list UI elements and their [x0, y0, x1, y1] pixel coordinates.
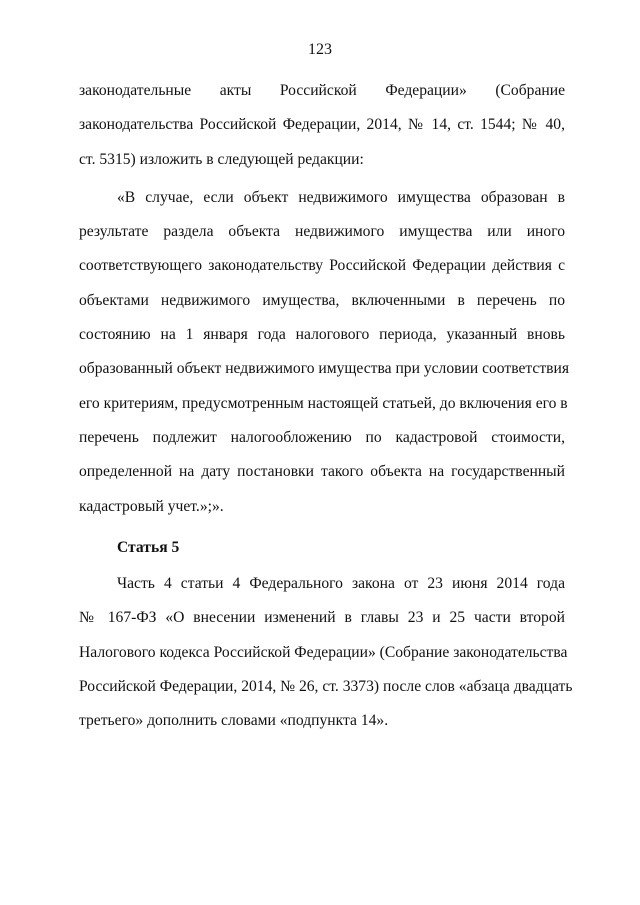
text-line: образованный объект недвижимого имущества при условии соответствия: [79, 360, 570, 378]
paragraph-continuation: [79, 74, 565, 177]
text-line: кадастровый учет.»;».: [79, 497, 224, 515]
text-line: Российской Федерации, 2014, № 26, ст. 3373) после слов «абзаца двадцать: [79, 678, 573, 696]
text-line: Часть 4 статьи 4 Федерального закона от 23 июня 2014 года: [117, 575, 565, 593]
text-line: объектами недвижимого имущества, включенными в перечень по: [79, 291, 565, 309]
article-5-text: [79, 567, 573, 738]
text-line: «В случае, если объект недвижимого имущества образован в: [117, 188, 565, 206]
text-line: перечень подлежит налогообложению по кадастровой стоимости,: [79, 428, 565, 446]
text-line: определенной на дату постановки такого объекта на государственный: [79, 463, 565, 481]
document-body: [79, 74, 573, 739]
text-line: третьего» дополнить словами «подпункта 14».: [79, 712, 389, 730]
text-line: результате раздела объекта недвижимого имущества или иного: [79, 223, 565, 241]
text-line: состоянию на 1 января года налогового периода, указанный вновь: [79, 326, 565, 344]
text-line: законодательства Российской Федерации, 2014, № 14, ст. 1544; № 40,: [79, 116, 565, 134]
article-heading: Статья 5: [117, 538, 180, 556]
page-number: 123: [308, 41, 332, 58]
text-line: ст. 5315) изложить в следующей редакции:: [79, 150, 364, 168]
text-line: его критериям, предусмотренным настоящей статьей, до включения его в: [79, 394, 568, 412]
text-line: соответствующего законодательству Российской Федерации действия с: [79, 257, 565, 275]
text-line: № 167-ФЗ «О внесении изменений в главы 23 и 25 части второй: [79, 609, 565, 627]
text-line: Налогового кодекса Российской Федерации» (Собрание законодательства: [79, 643, 568, 661]
paragraph-quoted-amendment: [79, 181, 570, 524]
text-line: законодательные акты Российской Федерации» (Собрание: [79, 82, 565, 99]
